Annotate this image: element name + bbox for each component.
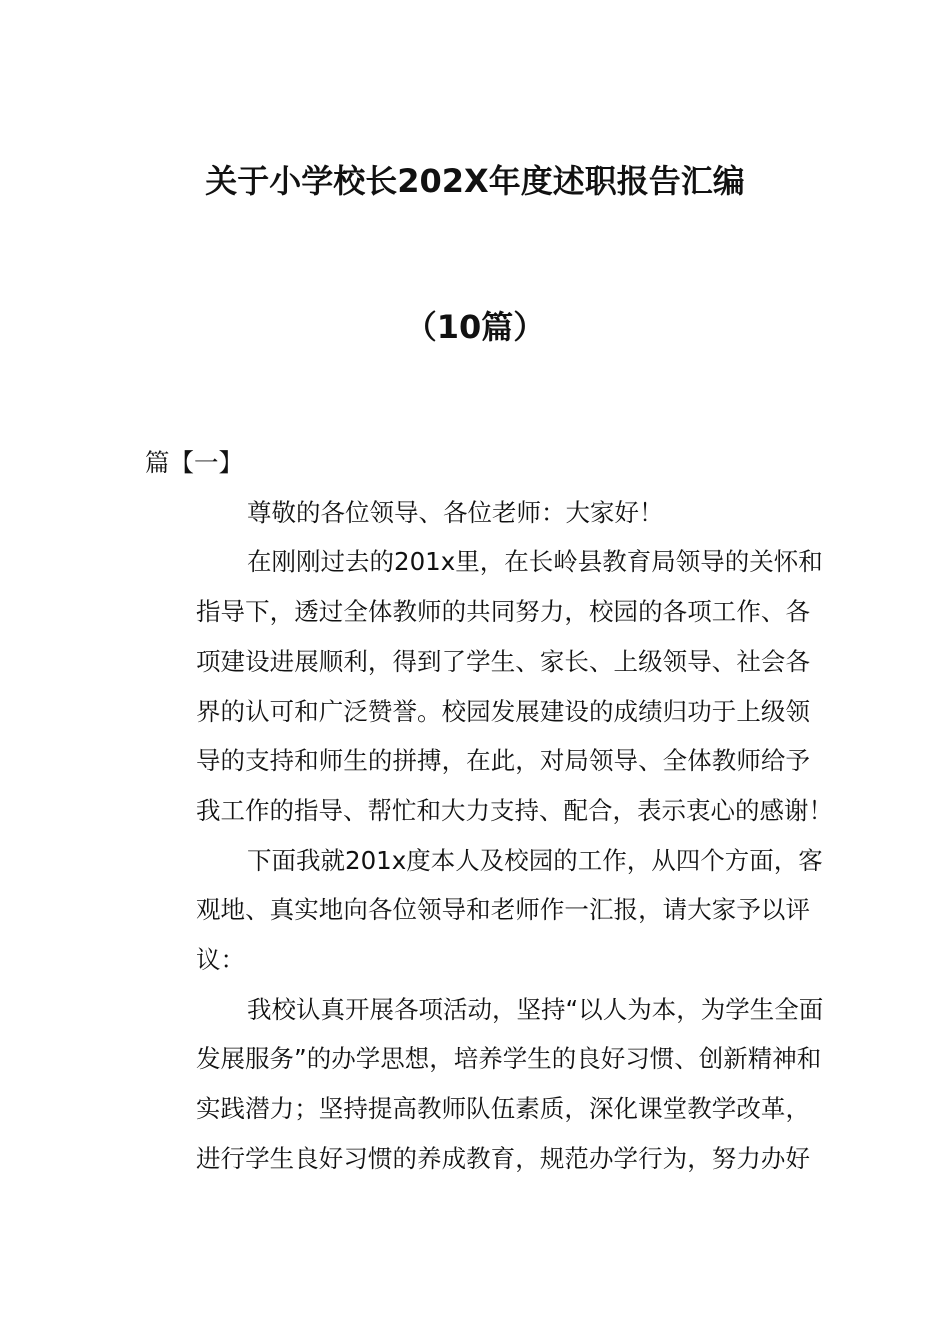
document-subtitle: （10篇） (404, 308, 546, 346)
paragraph-line: 实践潜力；坚持提高教师队伍素质，深化课堂教学改革， (196, 1094, 810, 1124)
greeting-paragraph (145, 488, 810, 538)
report-overview-paragraph (145, 836, 823, 985)
intro-paragraph (145, 537, 833, 835)
paragraph-line: 界的认可和广泛赞誉。校园发展建设的成绩归功于上级领 (196, 696, 810, 726)
section-heading: 篇【一】 (145, 448, 243, 477)
document-title: 关于小学校长202X年度述职报告汇编 (205, 162, 745, 200)
paragraph-line: 指导下，透过全体教师的共同努力，校园的各项工作、各 (196, 597, 810, 627)
paragraph-line: 议： (196, 945, 245, 975)
paragraph-line: 下面我就201x度本人及校园的工作，从四个方面，客 (247, 845, 823, 875)
paragraph-line: 进行学生良好习惯的养成教育，规范办学行为，努力办好 (196, 1143, 810, 1173)
paragraph-line: 尊敬的各位领导、各位老师：大家好！ (247, 497, 664, 527)
document-body (145, 438, 833, 1184)
paragraph-line: 我校认真开展各项活动，坚持“以人为本，为学生全面 (247, 994, 824, 1024)
paragraph-line: 观地、真实地向各位领导和老师作一汇报，请大家予以评 (196, 895, 810, 925)
paragraph-line: 我工作的指导、帮忙和大力支持、配合，表示衷心的感谢！ (196, 795, 833, 825)
paragraph-line: 在刚刚过去的201x里，在长岭县教育局领导的关怀和 (247, 547, 823, 577)
paragraph-line: 导的支持和师生的拼搏，在此，对局领导、全体教师给予 (196, 746, 810, 776)
activities-paragraph (145, 985, 824, 1184)
paragraph-line: 项建设进展顺利，得到了学生、家长、上级领导、社会各 (196, 646, 810, 676)
paragraph-line: 发展服务”的办学思想，培养学生的良好习惯、创新精神和 (196, 1044, 822, 1074)
